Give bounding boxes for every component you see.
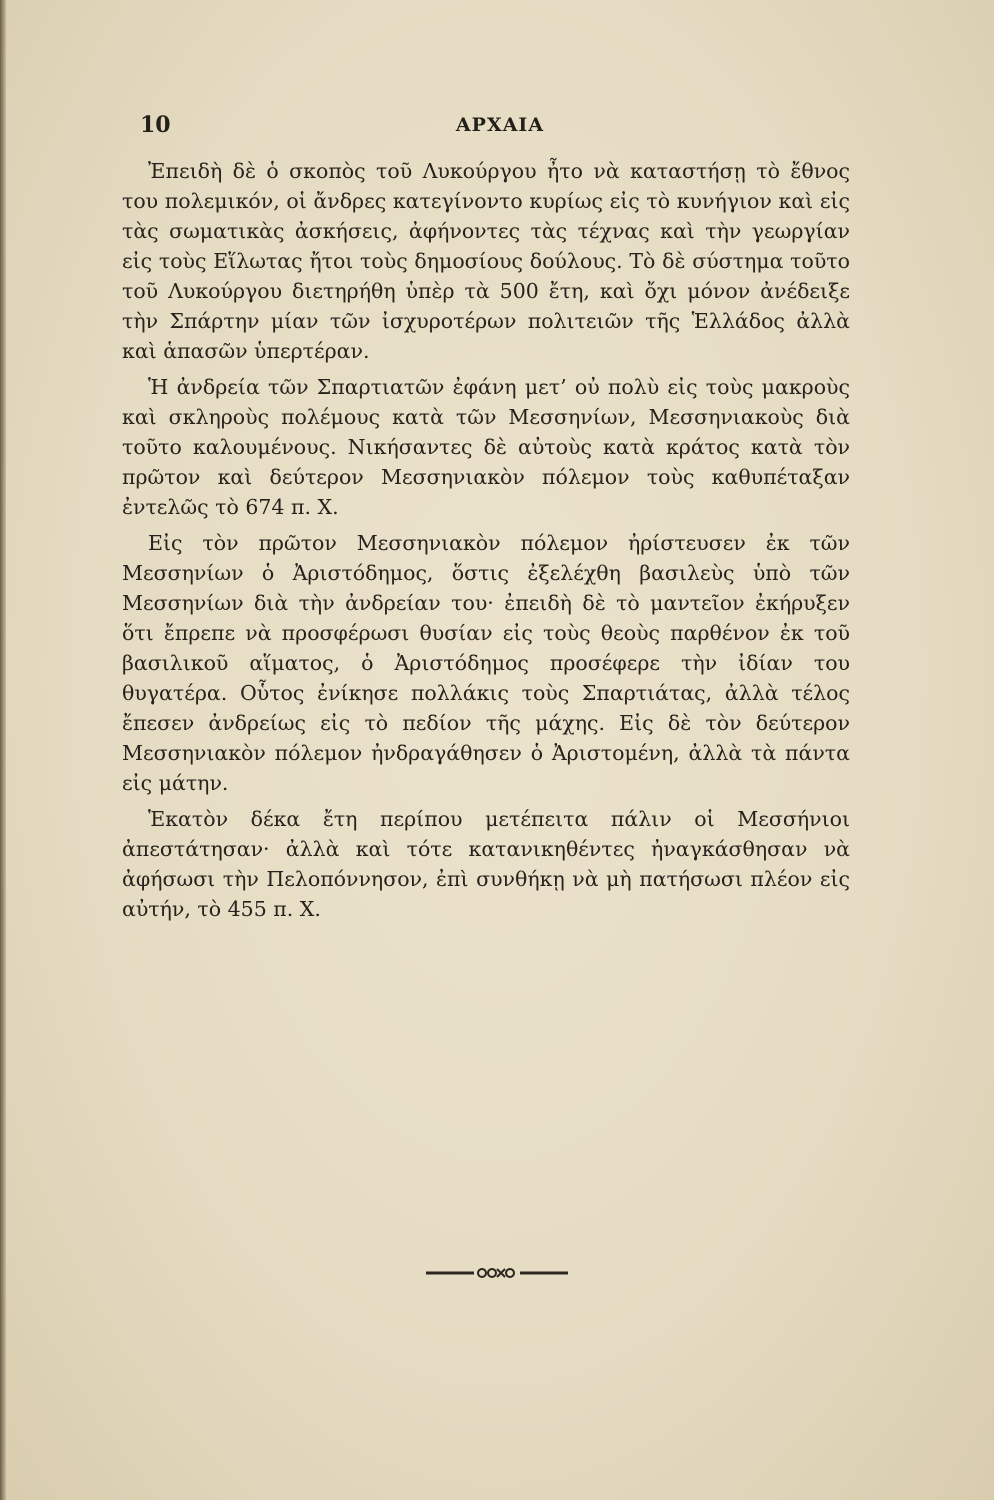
running-head: ΑΡΧΑΙΑ (455, 114, 545, 136)
paragraph: Ἡ ἀνδρεία τῶν Σπαρτιατῶν ἐφάνη μετ’ οὐ πολὺ εἰς τοὺς μακροὺς καὶ σκληροὺς πολέμους κατὰ τῶν Μεσσηνίων, Μεσσηνιακοὺς διὰ τοῦτο καλουμένους. Νικήσαντες δὲ αὐτοὺς κατὰ κράτος κατὰ τὸν πρῶτον καὶ δεύτερον Μεσσηνιακὸν πόλεμον τοὺς καθυπέταξαν ἐντελῶς τὸ 674 π. Χ. (122, 375, 850, 519)
paragraph: Εἰς τὸν πρῶτον Μεσσηνιακὸν πόλεμον ἠρίστευσεν ἐκ τῶν Μεσσηνίων ὁ Ἀριστόδημος, ὅστις ἐξελέχθη βασιλεὺς ὑπὸ τῶν Μεσσηνίων διὰ τὴν ἀνδρείαν του· ἐπειδὴ δὲ τὸ μαντεῖον ἐκήρυξεν ὅτι ἔπρεπε νὰ προσφέρωσι θυσίαν εἰς τοὺς θεοὺς παρθένον ἐκ τοῦ βασιλικοῦ αἵματος, ὁ Ἀριστόδημος προσέφερε τὴν ἰδίαν του θυγατέρα. Οὗτος ἐνίκησε πολλάκις τοὺς Σπαρτιάτας, ἀλλὰ τέλος ἔπεσεν ἀνδρείως εἰς τὸ πεδίον τῆς μάχης. Εἰς δὲ τὸν δεύτερον Μεσσηνιακὸν πόλεμον ἠνδραγάθησεν ὁ Ἀριστομένη, ἀλλὰ τὰ πάντα εἰς μάτην. (122, 531, 850, 795)
body-text (122, 156, 850, 924)
page-header (140, 112, 860, 146)
end-ornament-icon (426, 1266, 568, 1280)
page-number: 10 (140, 112, 171, 138)
paragraph: Ἐπειδὴ δὲ ὁ σκοπὸς τοῦ Λυκούργου ἦτο νὰ καταστήσῃ τὸ ἔθνος του πολεμικόν, οἱ ἄνδρες κατεγίνοντο κυρίως εἰς τὸ κυνήγιον καὶ εἰς τὰς σωματικὰς ἀσκήσεις, ἀφήνοντες τὰς τέχνας καὶ τὴν γεωργίαν εἰς τοὺς Εἵλωτας ἤτοι τοὺς δημοσίους δούλους. Τὸ δὲ σύστημα τοῦτο τοῦ Λυκούργου διετηρήθη ὑπὲρ τὰ 500 ἔτη, καὶ ὄχι μόνον ἀνέδειξε τὴν Σπάρτην μίαν τῶν ἰσχυροτέρων πολιτειῶν τῆς Ἑλλάδος ἀλλὰ καὶ ἁπασῶν ὑπερτέραν. (122, 159, 850, 363)
paragraph: Ἑκατὸν δέκα ἔτη περίπου μετέπειτα πάλιν οἱ Μεσσήνιοι ἀπεστάτησαν· ἀλλὰ καὶ τότε κατανικηθέντες ἠναγκάσθησαν νὰ ἀφήσωσι τὴν Πελοπόννησον, ἐπὶ συνθήκῃ νὰ μὴ πατήσωσι πλέον εἰς αὐτήν, τὸ 455 π. Χ. (122, 807, 850, 921)
page-binding-edge (0, 0, 6, 1500)
